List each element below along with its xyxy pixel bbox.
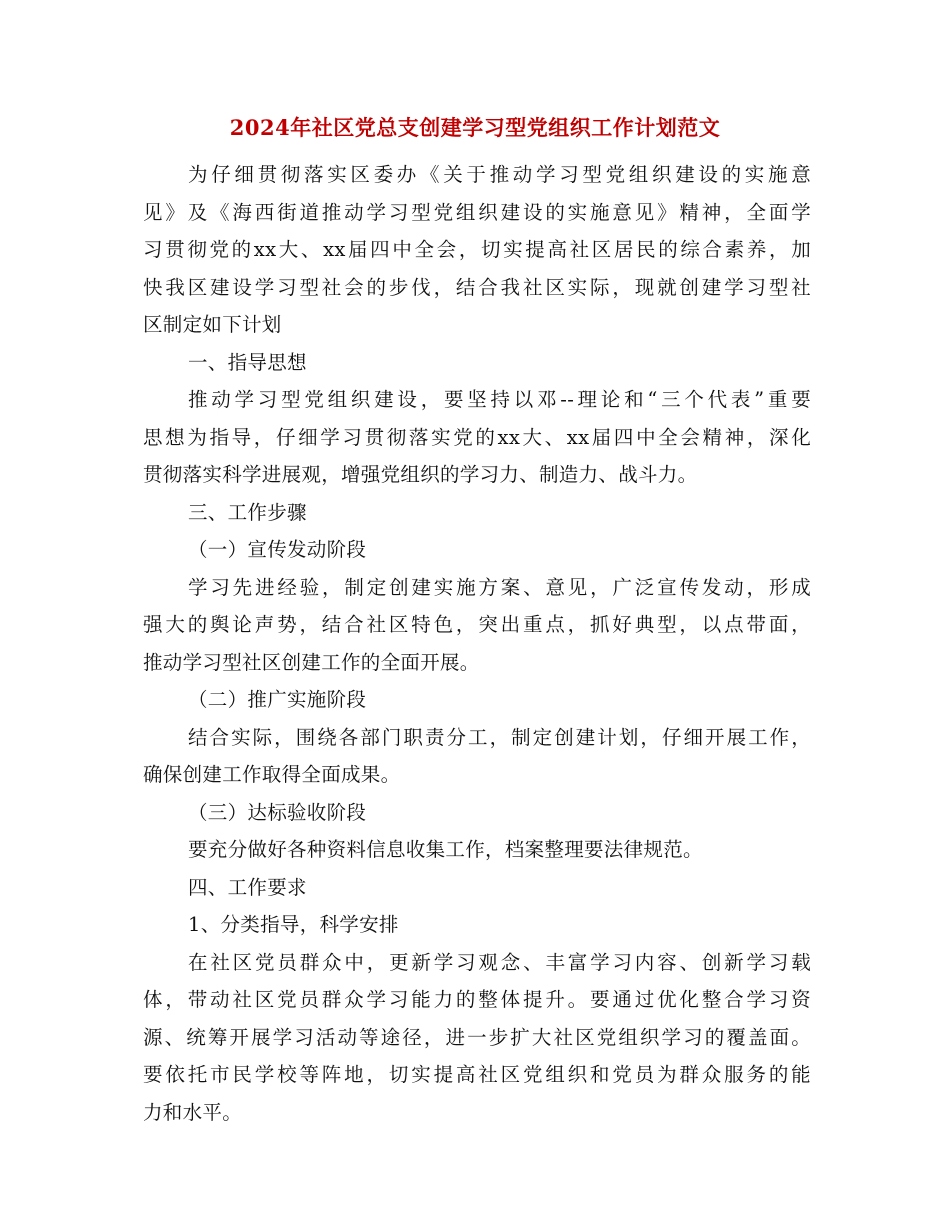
subsection-heading: （二）推广实施阶段 (188, 688, 367, 711)
paragraph-line: 结合实际，围绕各部门职责分工，制定创建计划，仔细开展工作， (188, 725, 811, 749)
section-heading: 三、工作步骤 (188, 500, 307, 524)
paragraph-line: 习贯彻党的xx大、xx届四中全会，切实提高社区居民的综合素养，加 (143, 238, 811, 261)
paragraph-line: 推动学习型社区创建工作的全面开展。 (143, 650, 480, 674)
paragraph-line: 快我区建设学习型社会的步伐，结合我社区实际，现就创建学习型社 (143, 275, 811, 299)
document-title: 2024年社区党总支创建学习型党组织工作计划范文 (229, 115, 721, 140)
paragraph-line: 推动学习型党组织建设，要坚持以邓--理论和“三个代表”重要 (188, 388, 811, 411)
paragraph-line: 体，带动社区党员群众学习能力的整体提升。要通过优化整合学习资 (143, 988, 811, 1011)
subsection-heading: （一）宣传发动阶段 (188, 538, 367, 561)
paragraph-line: 见》及《海西街道推动学习型党组织建设的实施意见》精神，全面学 (143, 200, 811, 224)
paragraph-line: 确保创建工作取得全面成果。 (143, 763, 401, 786)
document-body (143, 156, 811, 1131)
paragraph-line: 强大的舆论声势，结合社区特色，突出重点，抓好典型，以点带面， (143, 613, 811, 636)
paragraph-line: 要依托市民学校等阵地，切实提高社区党组织和党员为群众服务的能 (143, 1063, 811, 1086)
paragraph-line: 学习先进经验，制定创建实施方案、意见，广泛宣传发动，形成 (188, 575, 811, 599)
section-heading: 一、指导思想 (188, 350, 307, 374)
paragraph-line: 贯彻落实科学进展观，增强党组织的学习力、制造力、战斗力。 (143, 463, 698, 486)
section-heading: 四、工作要求 (188, 875, 307, 899)
paragraph-line: 思想为指导，仔细学习贯彻落实党的xx大、xx届四中全会精神，深化 (143, 425, 811, 449)
subsection-heading: 1、分类指导，科学安排 (188, 913, 399, 936)
paragraph-line: 要充分做好各种资料信息收集工作，档案整理要法律规范。 (188, 838, 703, 861)
paragraph-line: 源、统筹开展学习活动等途径，进一步扩大社区党组织学习的覆盖面。 (143, 1025, 811, 1049)
paragraph-line: 力和水平。 (143, 1100, 243, 1124)
paragraph-line: 在社区党员群众中，更新学习观念、丰富学习内容、创新学习载 (188, 950, 811, 974)
paragraph-line: 区制定如下计划 (143, 313, 282, 336)
subsection-heading: （三）达标验收阶段 (188, 800, 367, 824)
paragraph-line: 为仔细贯彻落实区委办《关于推动学习型党组织建设的实施意 (188, 163, 811, 186)
